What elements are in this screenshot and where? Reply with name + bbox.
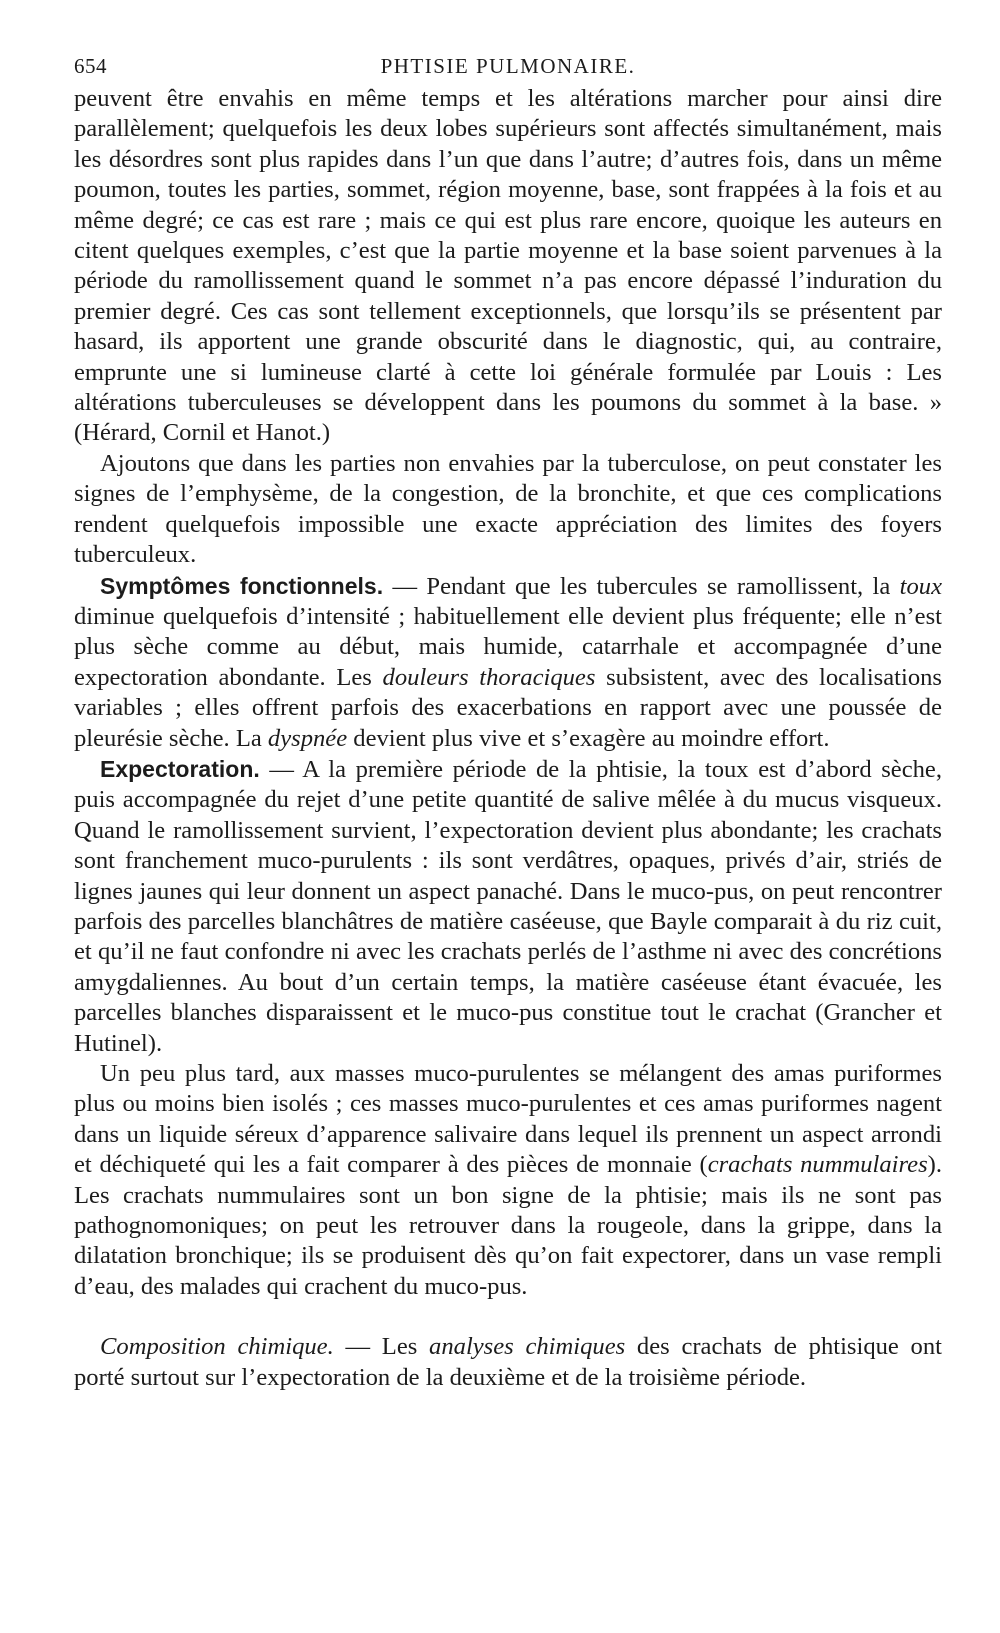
text-run: — Les	[333, 1333, 430, 1361]
italic-term: analyses chimiques	[429, 1333, 626, 1361]
italic-term: douleurs thoraciques	[382, 663, 596, 691]
text-run: peuvent être envahis en même temps et les altérations marcher pour ainsi dire parallèlement; quelquefois les deux lobes supérieurs sont affectés simultanément, mais les désordres sont plus rapides dans l’un que dans l’autre; d’autres fois, dans un même poumon, toutes les parties, sommet, région moyenne, base, sont frappées à la fois et au même degré; ce cas est rare ; mais ce qui est plus rare encore, quoique les auteurs en citent quelques exemples, c’est que la partie moyenne et la base soient parvenues à la période du ramollissement quand le sommet n’a pas encore dépassé l’induration du premier degré. Ces cas sont tellement exceptionnels, que lorsqu’ils se présentent par hasard, ils apportent une grande obscurité dans le diagnostic, qui, au contraire, emprunte une si lumineuse clarté à cette loi générale formulée par Louis : Les altérations tuberculeuses se développent dans les poumons du sommet à la base. » (Hérard, Cornil et Hanot.)	[74, 85, 942, 447]
page-header	[74, 50, 942, 84]
italic-term: dyspnée	[267, 724, 348, 752]
text-run: devient plus vive et s’exagère au moindre effort.	[347, 724, 830, 752]
text-run: — Pendant que les tubercules se ramollissent, la	[383, 572, 900, 600]
paragraph	[74, 1059, 942, 1302]
text-run: diminue quelquefois d’intensité ; habituellement elle devient plus fréquente; elle n’est plus sèche comme au début, mais humide, catarrhale et accompagnée d’une expectoration abondante. Les	[74, 602, 942, 691]
text-run: des crachats de phtisique ont porté surtout sur l’expectoration de la deuxième et de la troisième période.	[74, 1333, 942, 1391]
text-run: ). Les crachats nummulaires sont un bon signe de la phtisie; mais ils ne sont pas pathognomoniques; on peut les retrouver dans la rougeole, dans la grippe, dans la dilatation bronchique; ils se produisent dès qu’on fait expectorer, dans un vase rempli d’eau, des malades qui crachent du muco-pus.	[74, 1151, 942, 1300]
text-run: Ajoutons que dans les parties non envahies par la tuberculose, on peut constater les signes de l’emphysème, de la congestion, de la bronchite, et que ces complications rendent quelquefois impossible une exacte appréciation des limites des foyers tuberculeux.	[74, 449, 942, 569]
page-body	[74, 84, 942, 1393]
text-run: subsistent, avec des localisations variables ; elles offrent parfois des exacerbations en rapport avec une poussée de pleurésie sèche. La	[74, 663, 942, 752]
paragraph-symptomes	[74, 571, 942, 754]
page-number: 654	[74, 54, 107, 78]
italic-term: toux	[899, 572, 942, 600]
section-heading: Symptômes fonctionnels.	[100, 572, 384, 599]
text-run: Un peu plus tard, aux masses muco-purulentes se mélangent des amas puriformes plus ou moins bien isolés ; ces masses muco-purulentes et ces amas puriformes nagent dans un liquide séreux d’apparence salivaire dans lequel ils prennent un aspect arrondi et déchiqueté qui les a fait comparer à des pièces de monnaie (	[74, 1060, 942, 1179]
paragraph	[74, 449, 942, 571]
paragraph-expectoration	[74, 754, 942, 1059]
text-run: — A la première période de la phtisie, la toux est d’abord sèche, puis accompagnée du rejet d’une petite quantité de salive mêlée à du mucus visqueux. Quand le ramollissement survient, l’expectoration devient plus abondante; les crachats sont franchement muco-purulents : ils sont verdâtres, opaques, privés d’air, striés de lignes jaunes qui leur donnent un aspect panaché. Dans le muco-pus, on peut rencontrer parfois des parcelles blanchâtres de matière caséeuse, que Bayle comparait à du riz cuit, et qu’il ne faut confondre ni avec les crachats perlés de l’asthme ni avec des concrétions amygdaliennes. Au bout d’un certain temps, la matière caséeuse étant évacuée, les parcelles blanches disparaissent et le muco-pus constitue tout le crachat (Grancher et Hutinel).	[74, 755, 942, 1057]
italic-term: crachats nummulaires	[707, 1151, 928, 1179]
paragraph-composition	[74, 1332, 942, 1393]
running-title: PHTISIE PULMONAIRE.	[380, 54, 636, 78]
paragraph-gap	[74, 1302, 942, 1332]
subsection-heading: Composition chimique.	[100, 1333, 334, 1361]
section-heading: Expectoration.	[100, 755, 260, 782]
paragraph	[74, 84, 942, 449]
